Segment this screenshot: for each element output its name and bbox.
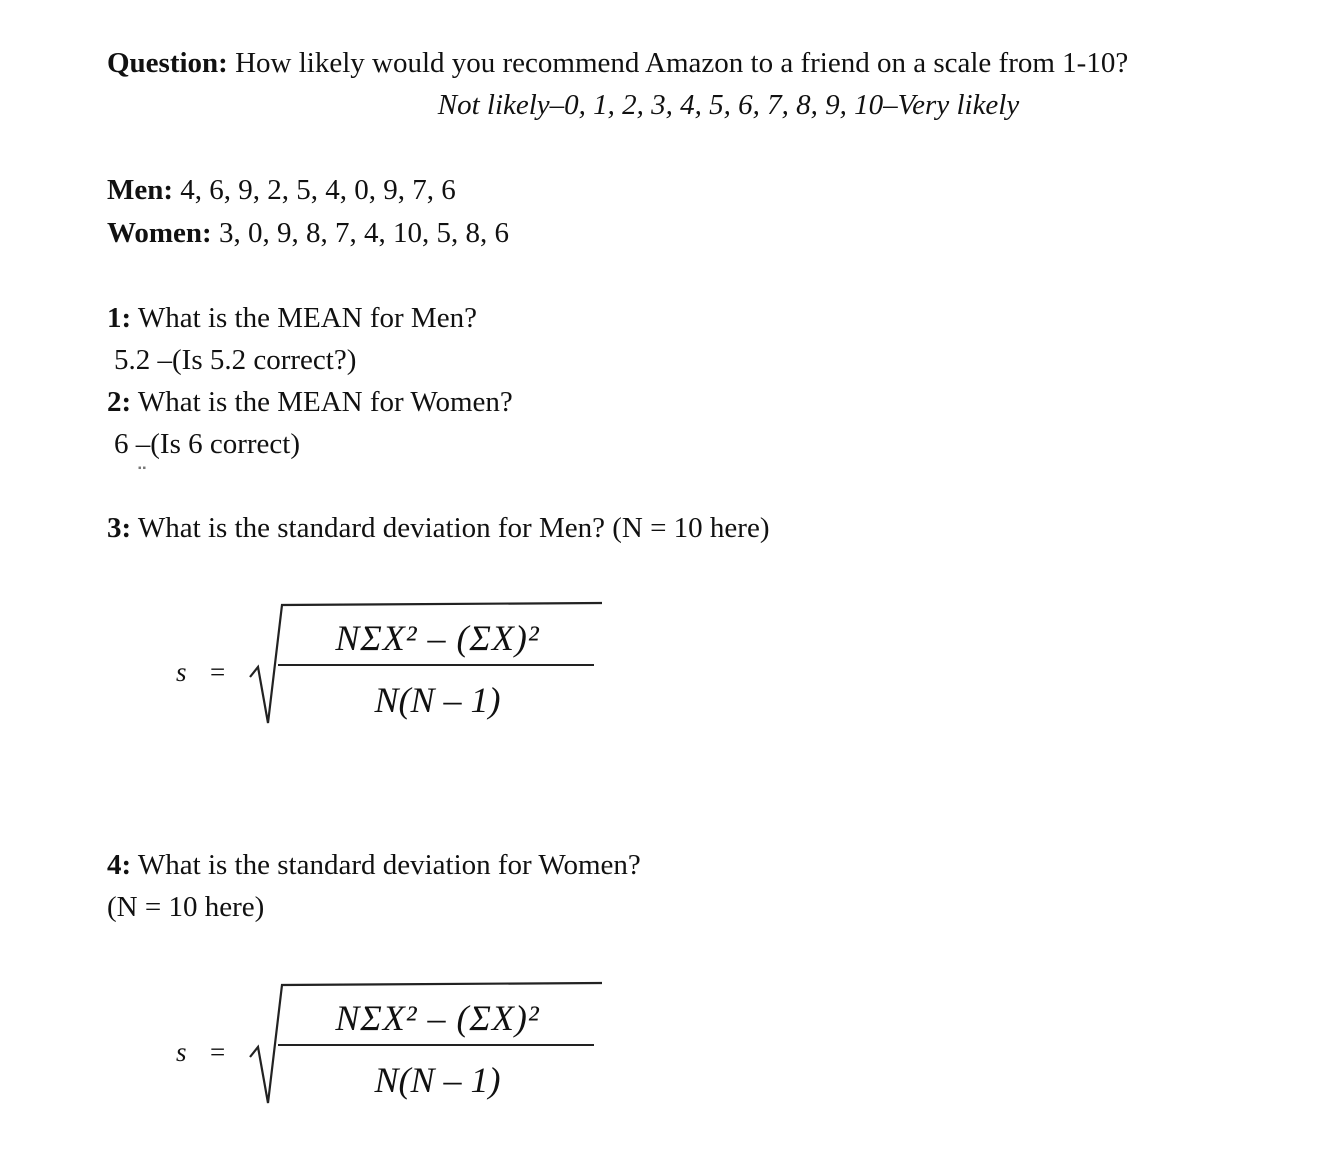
- cursor-mark: ▪▪: [138, 463, 148, 474]
- q4-number: 4:: [107, 849, 132, 881]
- q1-number: 1:: [107, 302, 132, 334]
- question-label: Question:: [107, 47, 228, 79]
- q1-answer: 5.2 –(Is 5.2 correct?): [114, 344, 357, 376]
- q3-line: [107, 513, 770, 545]
- formula-numerator: NΣX² – (ΣX)²: [335, 998, 540, 1038]
- q2-line: [107, 387, 513, 419]
- q4-line: [107, 850, 641, 882]
- women-values: 3, 0, 9, 8, 7, 4, 10, 5, 8, 6: [218, 217, 509, 249]
- formula-s: s: [176, 1037, 187, 1067]
- formula-denominator: N(N – 1): [374, 1060, 501, 1100]
- q1-line: [107, 303, 477, 335]
- question-line: [107, 48, 1128, 80]
- formula-numerator: NΣX² – (ΣX)²: [335, 618, 540, 658]
- formula-equals: =: [210, 1037, 226, 1067]
- std-dev-formula-men: [170, 595, 610, 735]
- std-dev-formula-women: [170, 975, 610, 1115]
- q3-number: 3:: [107, 512, 132, 544]
- q1-text: What is the MEAN for Men?: [137, 302, 477, 334]
- q4-line-2: (N = 10 here): [107, 891, 265, 923]
- q2-answer: 6 –(Is 6 correct): [114, 428, 300, 460]
- men-values: 4, 6, 9, 2, 5, 4, 0, 9, 7, 6: [180, 174, 456, 206]
- q3-text: What is the standard deviation for Men? (N = 10 here): [137, 512, 770, 544]
- women-data-line: [107, 218, 509, 250]
- scale-line: Not likely–0, 1, 2, 3, 4, 5, 6, 7, 8, 9, 10–Very likely: [437, 89, 1020, 121]
- q2-number: 2:: [107, 386, 132, 418]
- men-data-line: [107, 175, 456, 207]
- formula-equals: =: [210, 657, 226, 687]
- q4-text: What is the standard deviation for Women?: [137, 849, 641, 881]
- formula-denominator: N(N – 1): [374, 680, 501, 720]
- formula-s: s: [176, 657, 187, 687]
- women-label: Women:: [107, 217, 212, 249]
- q2-text: What is the MEAN for Women?: [137, 386, 513, 418]
- men-label: Men:: [107, 174, 174, 206]
- question-text: How likely would you recommend Amazon to a friend on a scale from 1-10?: [235, 47, 1129, 79]
